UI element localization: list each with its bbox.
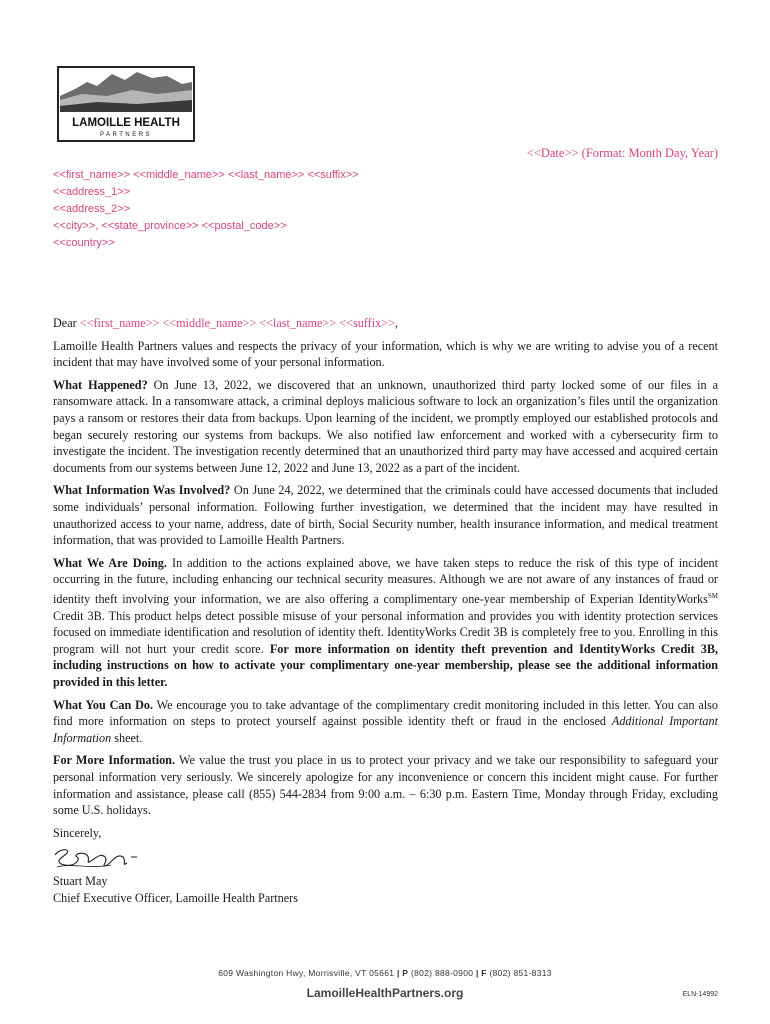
footer-website[interactable]: LamoilleHealthPartners.org [306, 986, 464, 1000]
additional-info-sheet-title: Additional Important Information [53, 714, 718, 745]
logo-title: LAMOILLE HEALTH [72, 117, 180, 129]
salutation [53, 315, 718, 332]
footer-contact-line [0, 968, 770, 978]
for-more-information-paragraph [53, 752, 718, 818]
recipient-address [53, 167, 359, 252]
salutation-prefix: Dear [53, 316, 80, 330]
footer-fax-label: F [481, 968, 487, 978]
what-information-heading: What Information Was Involved? [53, 483, 231, 498]
footer-address: 609 Washington Hwy, Morrisville, VT 05661 [218, 968, 395, 978]
footer-separator-2: | [473, 968, 482, 978]
document-code: ELN-14992 [682, 991, 718, 998]
date-placeholder: <<Date>> (Format: Month Day, Year) [526, 146, 718, 160]
footer-phone: (802) 888-0900 [408, 968, 474, 978]
what-we-are-doing-text-1: In addition to the actions explained above, we have taken steps to reduce the risk of this type of incident occurring in the future, including enhancing our technical security measures. Although we are not aware of any instances of fraud or identity theft involving your information, we are also offering a complimentary one-year membership of Experian IdentityWorks [53, 555, 719, 606]
footer-fax: (802) 851-8313 [486, 968, 552, 978]
company-logo [57, 66, 195, 142]
salutation-comma: , [394, 316, 398, 330]
for-more-information-heading: For More Information. [53, 753, 176, 768]
what-you-can-do-paragraph [53, 697, 718, 747]
signer-title: Chief Executive Officer, Lamoille Health Partners [53, 890, 298, 905]
recipient-city-line: <<city>>, <<state_province>> <<postal_code>> [53, 220, 287, 232]
closing: Sincerely, [53, 825, 102, 840]
what-information-text: On June 24, 2022, we determined that the criminals could have accessed documents that included some individuals’ personal information. Following further investigation, we determined that the incident may have resulted in unauthorized access to your name, address, date of birth, Social Security number, health insurance information, and medical treatment information, that was provided to Lamoille Health Partners. [53, 483, 718, 548]
recipient-country-line: <<country>> [53, 237, 115, 249]
what-happened-paragraph [53, 377, 718, 477]
intro-paragraph: Lamoille Health Partners values and respects the privacy of your information, which is why we are writing to advise you of a recent incident that may have involved some of your personal information. [53, 338, 718, 370]
what-we-are-doing-paragraph [53, 555, 718, 691]
salutation-name: <<first_name>> <<middle_name>> <<last_name>> <<suffix>> [79, 316, 395, 330]
footer-separator-1: | [394, 968, 403, 978]
what-happened-text: On June 13, 2022, we discovered that an unknown, unauthorized third party locked some of our files in a ransomware attack. In a ransomware attack, a criminal deploys malicious software to lock an organization’s files until the organization pays a ransom or restores their data from backups. Upon learning of the incident, we promptly employed our established protocols and began securely restoring our systems from backups. We also notified law enforcement and worked with a cybersecurity firm to investigate the incident. The investigation recently determined that an unauthorized third party may have accessed and acquired certain documents from our systems between June 12, 2022 and June 13, 2022 as a part of the incident. [53, 377, 718, 475]
what-information-paragraph [53, 482, 718, 548]
what-happened-heading: What Happened? [53, 377, 148, 392]
what-we-are-doing-heading: What We Are Doing. [53, 555, 167, 570]
footer-phone-label: P [402, 968, 409, 978]
signature-block [53, 825, 718, 907]
recipient-address-line2: <<address_2>> [53, 203, 131, 215]
recipient-address-line1: <<address_1>> [53, 186, 131, 198]
what-you-can-do-heading: What You Can Do. [53, 697, 154, 712]
signer-name: Stuart May [53, 874, 108, 889]
what-you-can-do-text-2: sheet. [111, 730, 143, 745]
logo-subtitle: PARTNERS [99, 132, 153, 138]
what-we-are-doing-text-2: Credit 3B. This product helps detect possible misuse of your personal information and provides you with identity protection services focused on immediate identification and resolution of identity theft. IdentityWorks Credit 3B is completely free to you. Enrolling in this program will not hurt your credit score. [53, 608, 718, 656]
service-mark: SM [707, 591, 718, 600]
recipient-name-line: <<first_name>> <<middle_name>> <<last_name>> <<suffix>> [53, 169, 359, 181]
signature-image [51, 843, 141, 873]
letter-body [53, 315, 718, 906]
what-we-are-doing-bold: For more information on identity theft prevention and IdentityWorks Credit 3B, including instructions on how to activate your complimentary one-year membership, please see the additional information provided in this letter. [53, 641, 719, 689]
for-more-information-text: We value the trust you place in us to protect your privacy and we take our responsibility to safeguard your personal information very seriously. We sincerely apologize for any inconvenience or concern this incident might cause. For further information and assistance, please call (855) 544-2834 from 9:00 a.m. – 6:30 p.m. Eastern Time, Monday through Friday, excluding some U.S. holidays. [53, 753, 718, 818]
what-you-can-do-text-1: We encourage you to take advantage of the complimentary credit monitoring included in this letter. You can also find more information on steps to protect yourself against possible identity theft or fraud in the enclosed [53, 697, 718, 729]
